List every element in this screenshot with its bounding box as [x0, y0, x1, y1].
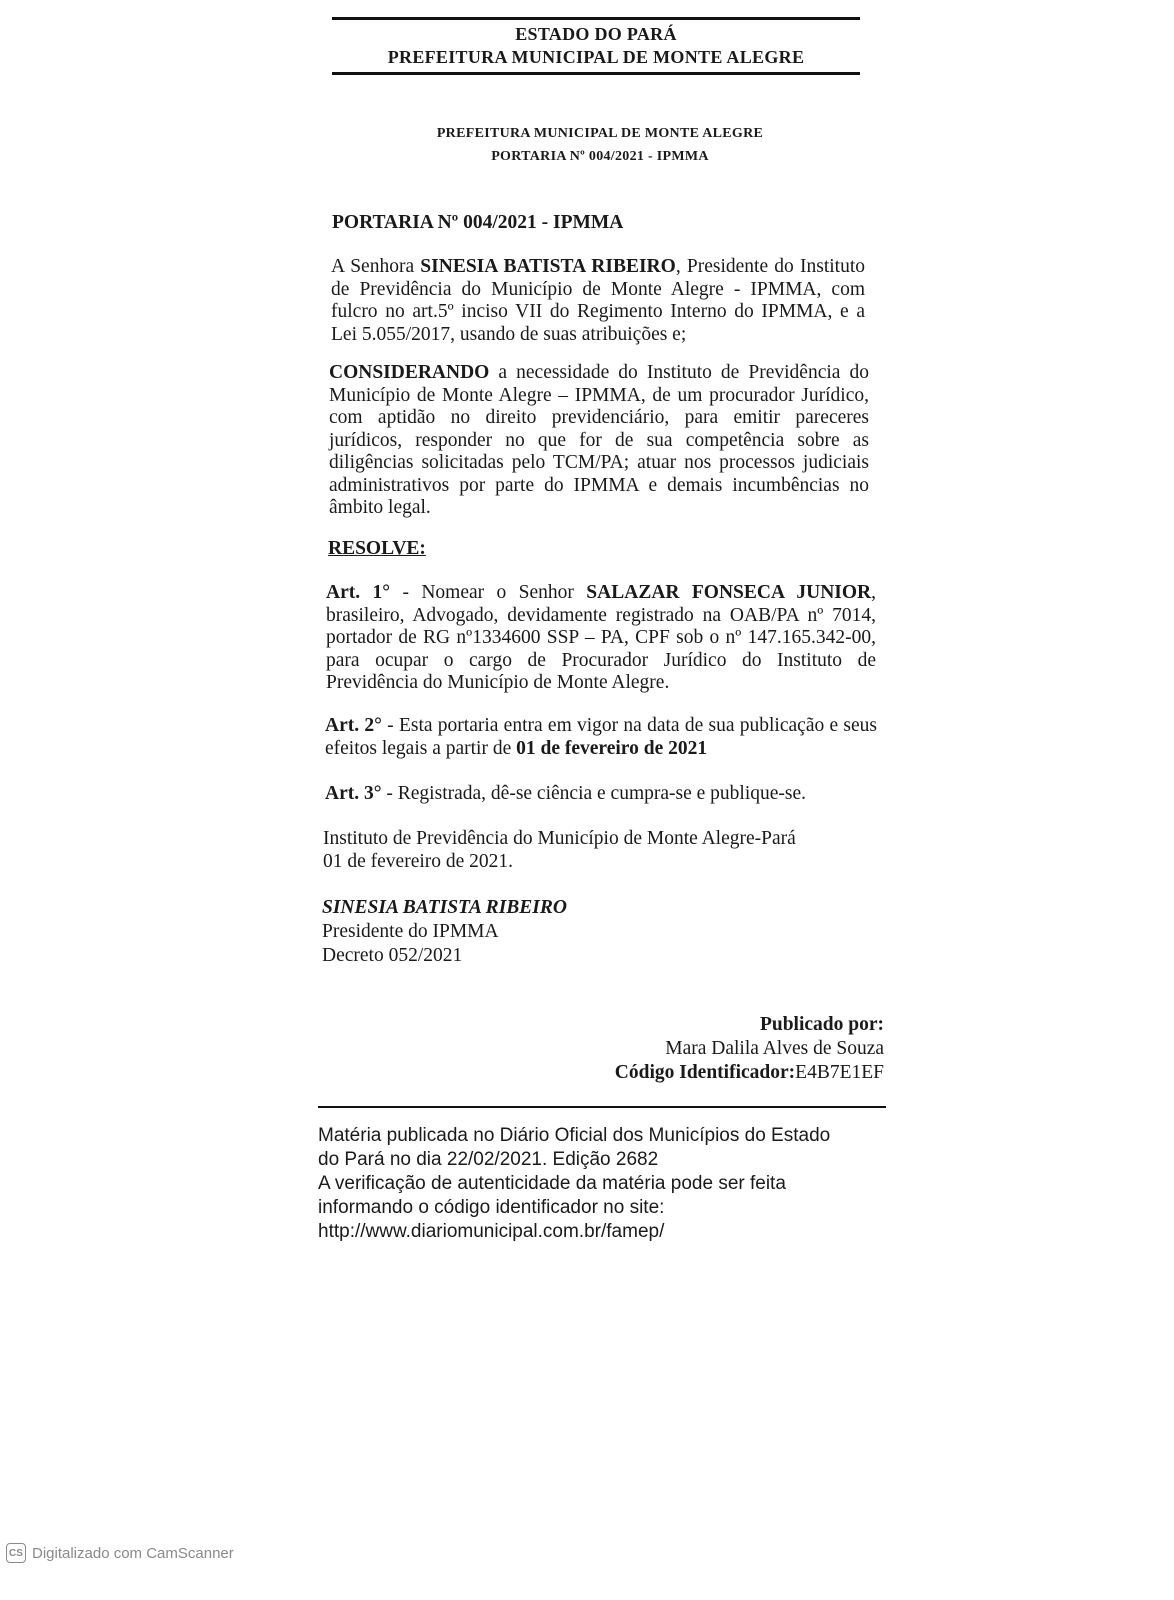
- footer-line-1: Matéria publicada no Diário Oficial dos Municípios do Estado: [318, 1125, 831, 1146]
- place-date-line2: 01 de fevereiro de 2021.: [323, 851, 514, 872]
- article-1-label: Art. 1°: [326, 582, 391, 603]
- article-2-text: - Esta portaria entra em vigor na data de sua publicação e seus efeitos legais a partir de: [325, 715, 877, 759]
- article-3-text: - Registrada, dê-se ciência e cumpra-se e publique-se.: [381, 783, 807, 804]
- identifier-code-label: Código Identificador:: [614, 1062, 796, 1083]
- identifier-code: [615, 1061, 884, 1085]
- subheader-portaria: PORTARIA Nº 004/2021 - IPMMA: [491, 149, 709, 164]
- header-bottom-rule: [332, 72, 860, 75]
- considerando-paragraph: [329, 362, 869, 520]
- article-1-text-a: - Nomear o Senhor: [390, 582, 587, 603]
- subheader-prefecture: PREFEITURA MUNICIPAL DE MONTE ALEGRE: [436, 126, 764, 141]
- document-title: PORTARIA Nº 004/2021 - IPMMA: [332, 212, 624, 233]
- considerando-keyword: CONSIDERANDO: [329, 362, 490, 383]
- considerando-text: a necessidade do Instituto de Previdência do Município de Monte Alegre – IPMMA, de um procurador Jurídico, com aptidão no direito previdenciário, para emitir pareceres jurídicos, responder no que for de sua competência sobre as diligências solicitadas pelo TCM/PA; atuar nos processos judiciais administrativos por parte do IPMMA e demais incumbências no âmbito legal.: [329, 362, 869, 518]
- signature-role: Presidente do IPMMA: [322, 921, 499, 942]
- place-date-line1: Instituto de Previdência do Município de Monte Alegre-Pará: [323, 828, 796, 849]
- camscanner-watermark: [6, 1543, 234, 1563]
- intro-prefix: A Senhora: [331, 256, 421, 277]
- signature-name: SINESIA BATISTA RIBEIRO: [322, 897, 567, 918]
- article-1: [326, 582, 876, 695]
- article-1-text-b: , brasileiro, Advogado, devidamente registrado na OAB/PA nº 7014, portador de RG nº1334600 SSP – PA, CPF sob o nº 147.165.342-00, para ocupar o cargo de Procurador Jurídico do Instituto de Previdência do Município de Monte Alegre.: [326, 582, 876, 693]
- article-3: [325, 783, 877, 806]
- article-2: [325, 715, 877, 760]
- resolve-heading: RESOLVE:: [328, 538, 426, 559]
- article-2-date: 01 de fevereiro de 2021: [516, 737, 708, 759]
- intro-paragraph: [331, 256, 865, 346]
- camscanner-text: Digitalizado com CamScanner: [32, 1544, 234, 1562]
- identifier-code-value: E4B7E1EF: [795, 1062, 884, 1083]
- footer-line-3: A verificação de autenticidade da matéria pode ser feita: [318, 1173, 786, 1194]
- signature-decree: Decreto 052/2021: [322, 945, 463, 966]
- intro-text: , Presidente do Instituto de Previdência do Município de Monte Alegre - IPMMA, com fulcro no art.5º inciso VII do Regimento Interno do IPMMA, e a Lei 5.055/2017, usando de suas atribuições e;: [331, 256, 865, 345]
- footer-url[interactable]: http://www.diariomunicipal.com.br/famep/: [318, 1221, 665, 1242]
- publisher-name: Mara Dalila Alves de Souza: [665, 1038, 884, 1059]
- header-state: ESTADO DO PARÁ: [515, 24, 677, 44]
- header-top-rule: [332, 17, 860, 20]
- footer-note: [318, 1124, 888, 1244]
- footer-line-4: informando o código identificador no site:: [318, 1197, 665, 1218]
- footer-rule: [318, 1106, 886, 1108]
- article-2-label: Art. 2°: [325, 715, 382, 736]
- published-by-label: Publicado por:: [759, 1014, 884, 1035]
- article-1-name: SALAZAR FONSECA JUNIOR: [586, 582, 872, 603]
- header-prefecture: PREFEITURA MUNICIPAL DE MONTE ALEGRE: [387, 47, 805, 67]
- article-3-label: Art. 3°: [325, 783, 382, 804]
- footer-line-2: do Pará no dia 22/02/2021. Edição 2682: [318, 1149, 659, 1170]
- intro-name: SINESIA BATISTA RIBEIRO: [420, 256, 676, 277]
- camscanner-logo-icon: CS: [6, 1543, 26, 1563]
